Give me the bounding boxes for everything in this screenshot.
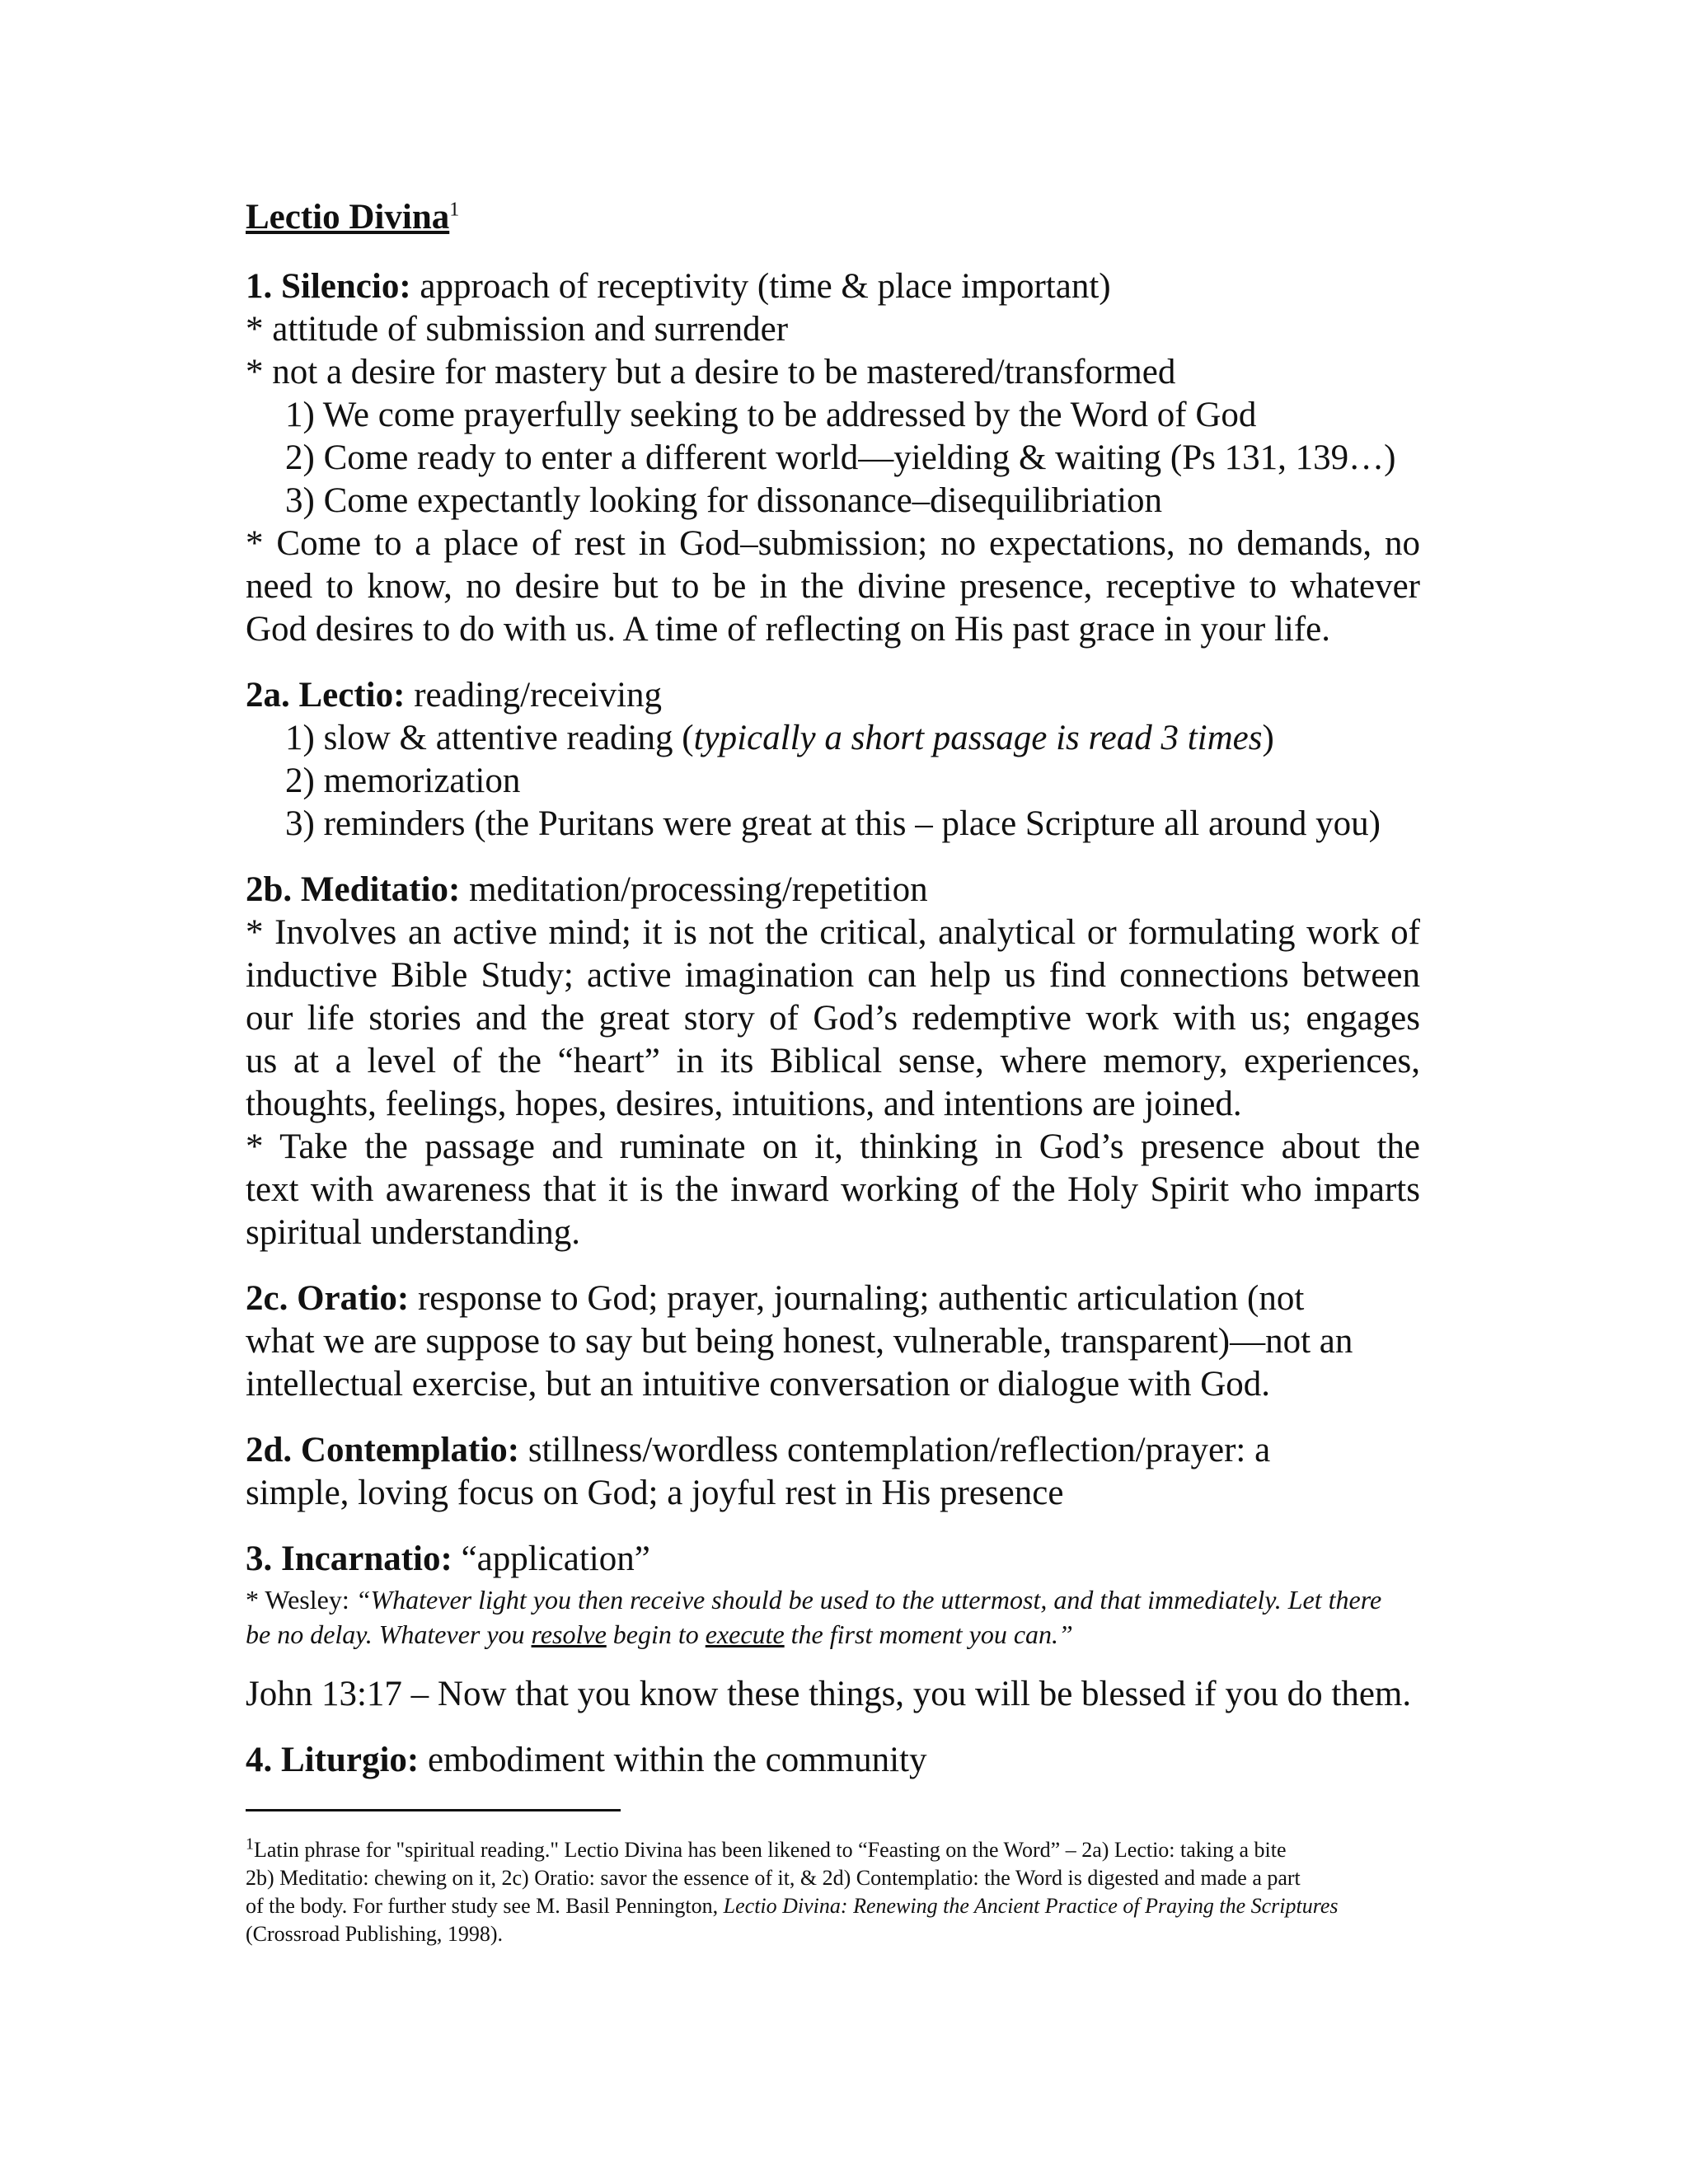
silencio-rest-line: need to know, no desire but to be in the divine presence, receptive to whatever [246,567,1420,606]
contemplatio-line: simple, loving focus on God; a joyful rest in His presence [246,1474,1064,1512]
silencio-heading [246,265,1111,308]
lectio-heading [246,674,662,717]
meditatio-line: spiritual understanding. [246,1213,581,1252]
meditatio-line: * Involves an active mind; it is not the critical, analytical or formulating work of [246,913,1420,952]
wesley-quote-line [246,1582,1381,1617]
silencio-bullet: * attitude of submission and surrender [246,310,789,349]
silencio-item: 1) We come prayerfully seeking to be addressed by the Word of God [285,396,1257,434]
meditatio-line: thoughts, feelings, hopes, desires, intuitions, and intentions are joined. [246,1085,1242,1123]
footnote-book-title: Lectio Divina: Renewing the Ancient Practice of Praying the Scriptures [723,1894,1339,1918]
footnote-ref: 1 [449,199,460,221]
footnote-text: Latin phrase for "spiritual reading." Lectio Divina has been likened to “Feasting on the Word” – 2a) Lectio: taking a bite [254,1838,1287,1862]
footnote-text: of the body. For further study see M. Basil Pennington, [246,1894,724,1918]
meditatio-text: meditation/processing/repetition [460,870,928,909]
lectio-text: reading/receiving [405,676,663,715]
wesley-quote: be no delay. Whatever you [246,1619,532,1649]
silencio-rest-line: God desires to do with us. A time of reflecting on His past grace in your life. [246,610,1331,649]
incarnatio-heading [246,1538,650,1581]
silencio-bullet: * not a desire for mastery but a desire to be mastered/transformed [246,353,1176,391]
page-title [246,196,459,239]
wesley-quote-line [246,1617,1073,1652]
wesley-prefix: * Wesley: [246,1585,356,1615]
silencio-item: 2) Come ready to enter a different world—yielding & waiting (Ps 131, 139…) [285,438,1396,477]
footnote-line [246,1836,1287,1864]
silencio-item: 3) Come expectantly looking for dissonance–disequilibriation [285,481,1163,520]
footnote-line: 2b) Meditatio: chewing on it, 2c) Oratio: savor the essence of it, & 2d) Contemplatio: the Word is digested and made a part [246,1866,1301,1890]
lectio-item: 3) reminders (the Puritans were great at this – place Scripture all around you) [285,804,1381,843]
lectio-label: 2a. Lectio: [246,676,406,715]
oratio-heading [246,1277,1304,1320]
oratio-line: response to God; prayer, journaling; authentic articulation (not [409,1279,1305,1318]
john-verse: John 13:17 – Now that you know these things, you will be blessed if you do them. [246,1675,1412,1713]
contemplatio-line: stillness/wordless contemplation/reflection/prayer: a [519,1431,1271,1469]
footnote-marker: 1 [246,1835,254,1854]
footnote-divider [246,1809,621,1811]
lectio-item1-italic: typically a short passage is read 3 times [693,719,1263,757]
liturgio-label: 4. Liturgio: [246,1741,420,1779]
lectio-item1-prefix: 1) slow & attentive reading ( [285,719,694,757]
meditatio-line: inductive Bible Study; active imagination can help us find connections between [246,956,1420,995]
liturgio-heading [246,1739,926,1782]
footnote-line [246,1892,1339,1920]
meditatio-line: our life stories and the great story of God’s redemptive work with us; engages [246,999,1420,1038]
liturgio-text: embodiment within the community [419,1741,927,1779]
incarnatio-label: 3. Incarnatio: [246,1540,452,1578]
meditatio-line: us at a level of the “heart” in its Biblical sense, where memory, experiences, [246,1042,1420,1080]
silencio-text: approach of receptivity (time & place important) [410,267,1111,306]
meditatio-line: * Take the passage and ruminate on it, thinking in God’s presence about the [246,1127,1420,1166]
silencio-label: 1. Silencio: [246,267,411,306]
meditatio-line: text with awareness that it is the inward working of the Holy Spirit who imparts [246,1170,1420,1209]
lectio-item: 2) memorization [285,762,521,800]
contemplatio-label: 2d. Contemplatio: [246,1431,520,1469]
oratio-line: intellectual exercise, but an intuitive conversation or dialogue with God. [246,1365,1271,1404]
resolve-word: resolve [531,1619,607,1649]
lectio-item [285,717,1274,760]
footnote-line: (Crossroad Publishing, 1998). [246,1922,503,1946]
oratio-label: 2c. Oratio: [246,1279,410,1318]
contemplatio-heading [246,1429,1270,1472]
incarnatio-text: “application” [452,1540,650,1578]
wesley-quote: “Whatever light you then receive should be used to the uttermost, and that immediately. Let there [355,1585,1382,1615]
lectio-item1-suffix: ) [1262,719,1274,757]
wesley-quote: the first moment you can.” [784,1619,1073,1649]
silencio-rest-line: * Come to a place of rest in God–submission; no expectations, no demands, no [246,524,1420,563]
title-text: Lectio Divina [246,198,450,237]
execute-word: execute [705,1619,785,1649]
meditatio-heading [246,869,928,912]
wesley-quote: begin to [606,1619,706,1649]
meditatio-label: 2b. Meditatio: [246,870,461,909]
oratio-line: what we are suppose to say but being honest, vulnerable, transparent)—not an [246,1322,1353,1361]
